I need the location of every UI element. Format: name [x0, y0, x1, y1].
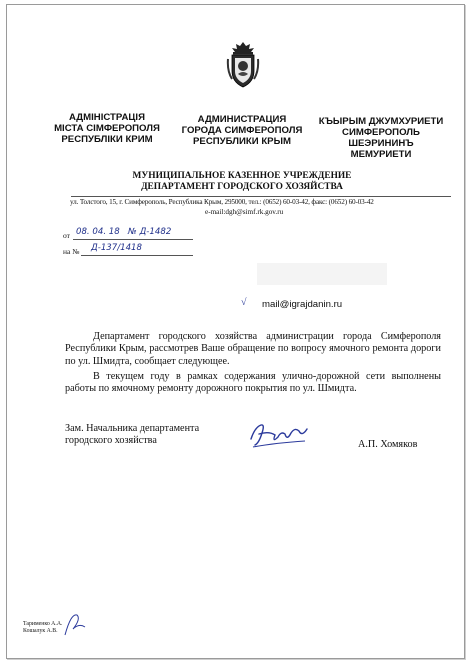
header-right-line-4: МЕМУРИЕТИ — [350, 149, 412, 160]
body-paragraph-1: Департамент городского хозяйства администрации города Симферополя Республики Крым, рассмотрев Ваше обращение по вопросу ямочного ремонта дороги по ул. Шмидта, сообщает следующее. — [65, 331, 441, 367]
redacted-recipient-block — [257, 263, 387, 285]
registration-on-line — [81, 255, 193, 256]
signatory-position — [65, 423, 199, 448]
handwritten-signature — [245, 417, 315, 451]
signatory-position-line-2: городского хозяйства — [65, 435, 157, 447]
recipient-check-mark: √ — [241, 297, 247, 308]
executor-initials-mark — [61, 609, 89, 639]
recipient-email: mail@igrajdanin.ru — [262, 299, 343, 310]
header-center-line-1: АДМИНИСТРАЦИЯ — [197, 114, 287, 125]
signatory-position-line-1: Зам. Начальника департамента — [65, 423, 200, 434]
header-right-line-3: ШЕЭРИНИНЪ — [348, 138, 414, 149]
header-center-line-3: РЕСПУБЛИКИ КРЫМ — [193, 136, 291, 147]
header-left-ukrainian — [43, 112, 171, 145]
registration-from-label: от — [63, 231, 70, 240]
header-right-line-2: СИМФЕРОПОЛЬ — [342, 127, 420, 138]
signatory-name: А.П. Хомяков — [358, 439, 418, 450]
header-left-line-3: РЕСПУБЛІКИ КРИМ — [61, 134, 153, 145]
executor-line-2: Кошалук А.В. — [23, 628, 58, 634]
registration-from-value: 08. 04. 18 № Д-1482 — [76, 227, 172, 237]
body-paragraph-2: В текущем году в рамках содержания улично-дорожной сети выполнены работы по ямочному ремонту дорожного покрытия по ул. Шмидта. — [65, 371, 441, 395]
registration-on-value: Д-137/1418 — [91, 243, 142, 253]
letter-page — [6, 4, 465, 659]
institution-line-1: МУНИЦИПАЛЬНОЕ КАЗЕННОЕ УЧРЕЖДЕНИЕ — [132, 171, 352, 181]
institution-address: ул. Толстого, 15, г. Симферополь, Республика Крым, 295000, тел.: (0652) 60-03-42, факс: (0652) 60-03-42 — [70, 198, 374, 206]
institution-line-2: ДЕПАРТАМЕНТ ГОРОДСКОГО ХОЗЯЙСТВА — [141, 182, 343, 192]
header-right-crimean-tatar — [311, 116, 451, 160]
header-right-line-1: КЪЫРЫМ ДЖУМХУРИЕТИ — [318, 116, 444, 127]
executor-line-1: Тарименко А.А. — [23, 621, 63, 627]
coat-of-arms-emblem — [226, 41, 260, 89]
institution-email: e-mail:dgh@simf.rk.gov.ru — [205, 208, 284, 216]
header-center-line-2: ГОРОДА СИМФЕРОПОЛЯ — [181, 125, 303, 136]
header-center-russian — [179, 114, 305, 147]
executor-block — [23, 621, 62, 635]
registration-from-line — [73, 239, 193, 240]
header-left-line-2: МІСТА СІМФЕРОПОЛЯ — [54, 123, 160, 134]
header-left-line-1: АДМІНІСТРАЦІЯ — [69, 112, 145, 123]
header-divider — [71, 196, 451, 197]
institution-name — [117, 171, 367, 193]
registration-on-label: на № — [63, 247, 80, 256]
